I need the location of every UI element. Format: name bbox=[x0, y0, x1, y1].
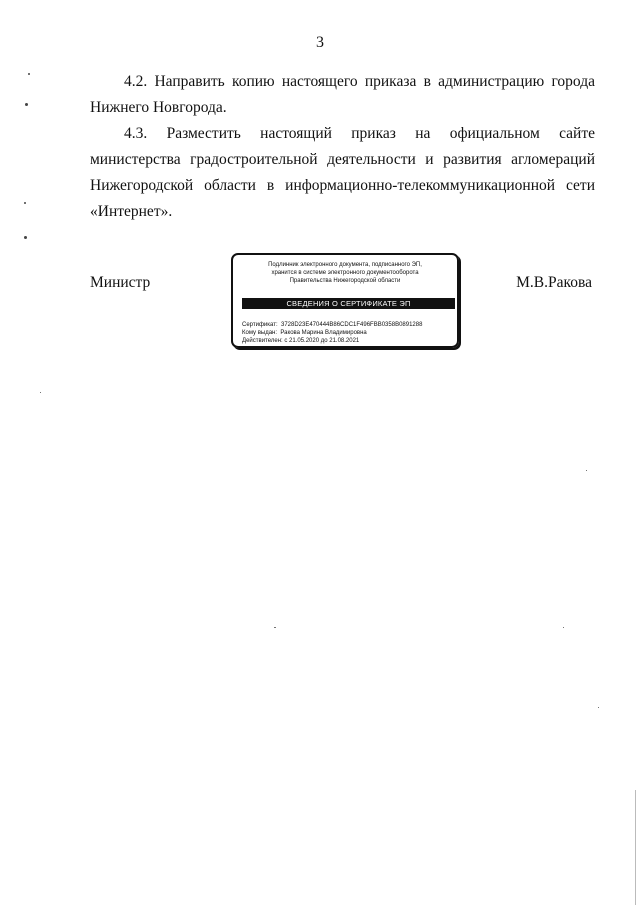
issued-to-value: Ракова Марина Владимировна bbox=[280, 330, 367, 336]
paragraph-4-2 bbox=[90, 69, 595, 121]
stamp-details bbox=[242, 321, 422, 345]
validity-label: Действителен: bbox=[242, 338, 283, 344]
scan-speck bbox=[24, 202, 26, 204]
electronic-signature-stamp bbox=[231, 253, 459, 348]
scan-speck bbox=[40, 392, 41, 393]
scan-speck bbox=[563, 627, 564, 628]
stamp-header-line: Подлинник электронного документа, подписанного ЭП, bbox=[268, 262, 422, 268]
certificate-value: 3728D23E470444B86CDC1F496FBB0358B0891288 bbox=[280, 322, 423, 328]
stamp-header-line: Правительства Нижегородской области bbox=[289, 278, 401, 284]
validity-row bbox=[242, 337, 422, 345]
validity-value: с 21.05.2020 до 21.08.2021 bbox=[284, 338, 360, 344]
scan-edge-line bbox=[635, 790, 636, 905]
scan-speck bbox=[274, 627, 276, 628]
paragraph-4-2-text: 4.2. Направить копию настоящего приказа в администрацию города Нижнего Новгорода. bbox=[90, 73, 595, 116]
page-number: 3 bbox=[316, 34, 324, 51]
stamp-header-line: хранится в системе электронного документооборота bbox=[271, 270, 419, 276]
certificate-label: Сертификат: bbox=[242, 322, 278, 328]
stamp-header bbox=[233, 261, 457, 285]
paragraph-4-3 bbox=[90, 121, 595, 225]
scan-speck bbox=[25, 103, 28, 106]
scan-speck bbox=[24, 236, 27, 239]
scan-speck bbox=[586, 470, 587, 471]
scan-speck bbox=[598, 707, 599, 708]
signer-title: Министр bbox=[90, 274, 151, 291]
stamp-title-bar: СВЕДЕНИЯ О СЕРТИФИКАТЕ ЭП bbox=[242, 298, 455, 309]
issued-to-label: Кому выдан: bbox=[242, 330, 278, 336]
scan-speck bbox=[28, 73, 30, 75]
issued-to-row bbox=[242, 329, 422, 337]
signer-name: М.В.Ракова bbox=[516, 274, 592, 291]
paragraph-4-3-text: 4.3. Разместить настоящий приказ на официальном сайте министерства градостроительной деятельности и развития агломераций Нижегородской области в информационно-телекоммуникационной сети «Интернет». bbox=[90, 125, 595, 220]
certificate-row bbox=[242, 321, 422, 329]
